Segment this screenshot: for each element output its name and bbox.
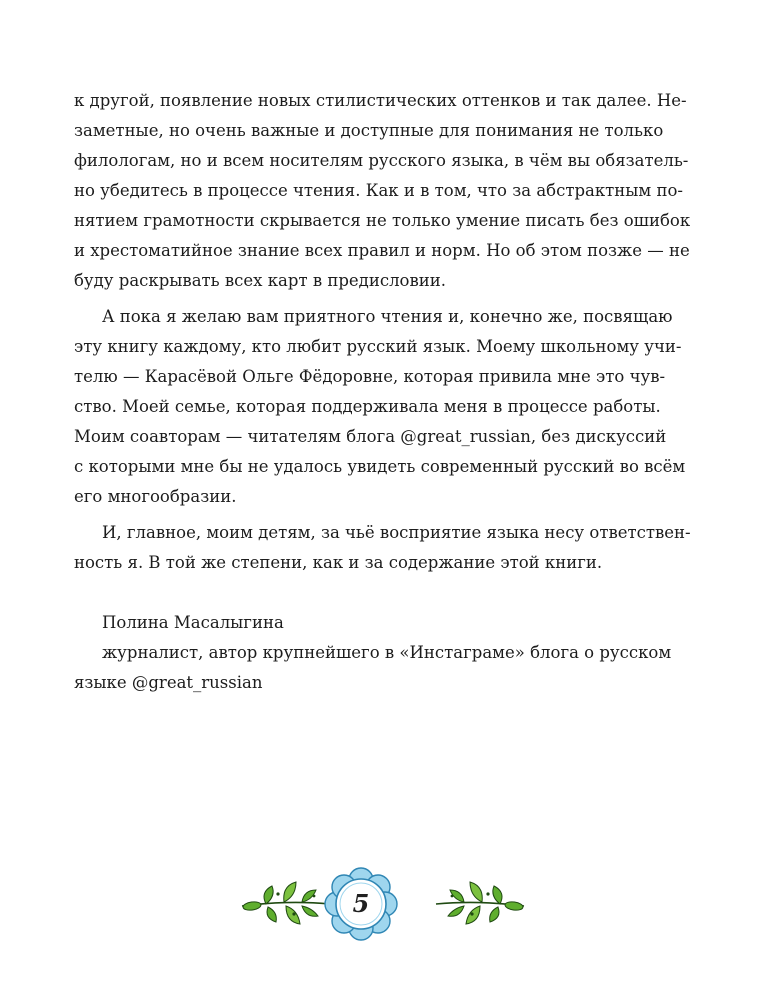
author-role: языке @great_russian xyxy=(74,673,263,692)
text-line: его многообразии. xyxy=(74,487,237,506)
text-line: А пока я желаю вам приятного чтения и, конечно же, посвящаю xyxy=(102,307,673,326)
page-body xyxy=(74,86,691,698)
text-line: и хрестоматийное знание всех правил и норм. Но об этом позже — не xyxy=(74,241,690,260)
text-line: И, главное, моим детям, за чьё восприятие языка несу ответствен- xyxy=(102,523,691,542)
author-name: Полина Масалыгина xyxy=(102,613,284,632)
paragraph xyxy=(74,518,691,578)
text-line: телю — Карасёвой Ольге Фёдоровне, которая привила мне это чув- xyxy=(74,367,666,386)
text-line: Моим соавторам — читателям блога @great_russian, без дискуссий xyxy=(74,427,667,446)
text-line: буду раскрывать всех карт в предисловии. xyxy=(74,271,447,290)
text-line: к другой, появление новых стилистических оттенков и так далее. Не- xyxy=(74,91,687,110)
text-line: но убедитесь в процессе чтения. Как и в том, что за абстрактным по- xyxy=(74,181,684,200)
text-line: филологам, но и всем носителям русского языка, в чём вы обязатель- xyxy=(74,151,689,170)
text-line: ство. Моей семье, которая поддерживала меня в процессе работы. xyxy=(74,397,661,416)
paragraph xyxy=(74,302,686,512)
page-number: 5 xyxy=(352,889,370,918)
text-line: эту книгу каждому, кто любит русский язык. Моему школьному учи- xyxy=(74,337,682,356)
text-line: заметные, но очень важные и доступные для понимания не только xyxy=(74,121,664,140)
paragraph xyxy=(74,86,691,296)
text-line: ность я. В той же степени, как и за содержание этой книги. xyxy=(74,553,603,572)
signature-block xyxy=(74,608,672,698)
text-line: нятием грамотности скрывается не только умение писать без ошибок xyxy=(74,211,691,230)
text-line: с которыми мне бы не удалось увидеть современный русский во всём xyxy=(74,457,686,476)
author-role: журналист, автор крупнейшего в «Инстаграме» блога о русском xyxy=(102,643,672,662)
left-leaf-branch-icon xyxy=(242,882,330,924)
